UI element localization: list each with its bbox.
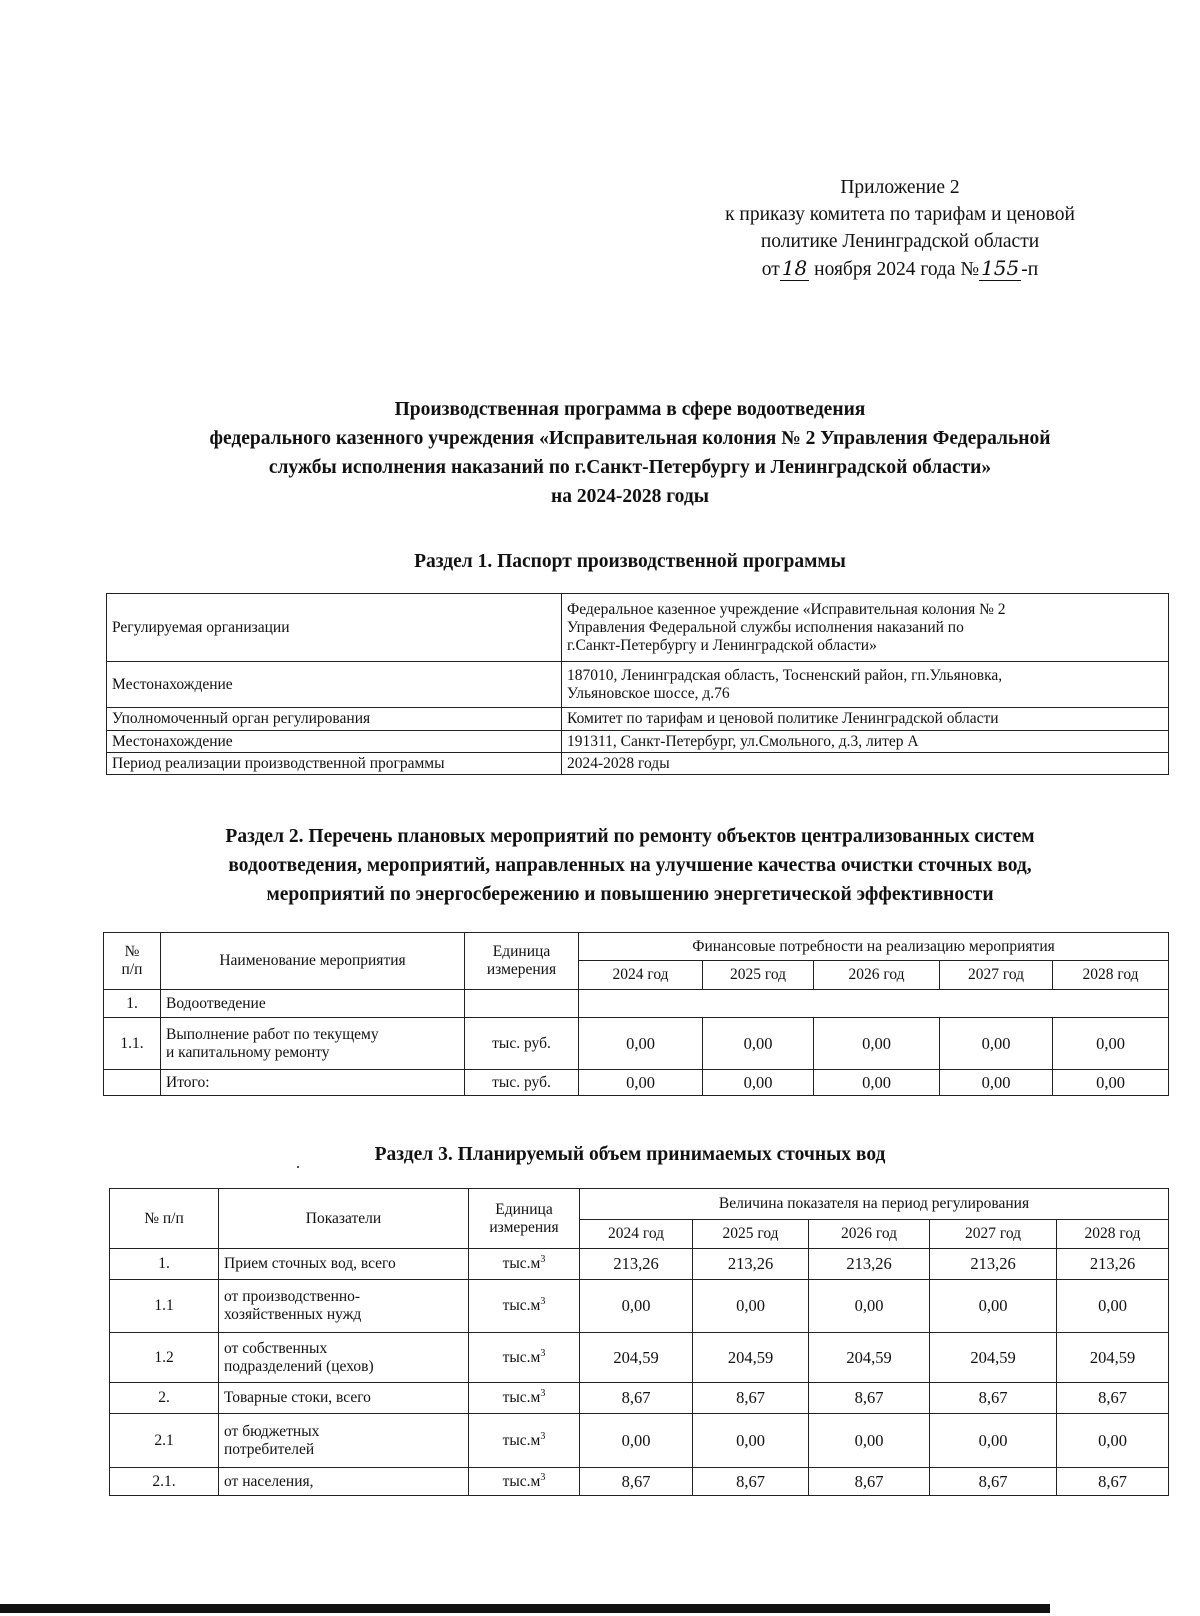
unit-exponent: 3 xyxy=(540,1387,546,1399)
value-cell: 213,26 xyxy=(693,1249,809,1280)
row-unit xyxy=(469,1414,580,1468)
number-suffix: -п xyxy=(1021,259,1039,280)
value-cell: 8,67 xyxy=(1057,1468,1169,1496)
row-unit: тыс. руб. xyxy=(465,1070,579,1096)
value-cell: 8,67 xyxy=(809,1468,930,1496)
passport-value xyxy=(562,662,1169,708)
passport-label: Регулируемая организации xyxy=(107,594,562,662)
indicator-line: от населения, xyxy=(224,1472,314,1490)
section3-heading: Раздел 3. Планируемый объем принимаемых сточных вод xyxy=(374,1144,886,1165)
value-cell: 204,59 xyxy=(1057,1333,1169,1383)
value-cell: 213,26 xyxy=(809,1249,930,1280)
row-num xyxy=(104,1070,161,1096)
section1-heading: Раздел 1. Паспорт производственной программы xyxy=(414,551,846,572)
indicator-line: потребителей xyxy=(224,1440,315,1458)
value-cell: 204,59 xyxy=(693,1333,809,1383)
appendix-line: политике Ленинградской области xyxy=(760,231,1040,252)
row-unit xyxy=(469,1383,580,1414)
table-row xyxy=(110,1468,1169,1496)
value-cell: 0,00 xyxy=(930,1280,1057,1333)
indicator-line: от производственно- xyxy=(224,1288,361,1305)
value-cell: 0,00 xyxy=(703,1070,814,1096)
value-cell: 0,00 xyxy=(809,1280,930,1333)
value-cell: 0,00 xyxy=(693,1280,809,1333)
value-cell: 0,00 xyxy=(1057,1280,1169,1333)
col-header-year: 2025 год xyxy=(693,1220,809,1249)
row-indicator xyxy=(219,1333,469,1383)
col-header-num: № п/п xyxy=(110,1189,219,1249)
row-name: Водоотведение xyxy=(161,990,465,1018)
passport-value: 2024-2028 годы xyxy=(562,753,1169,775)
unit-base: тыс.м xyxy=(502,1255,541,1272)
row-unit xyxy=(469,1249,580,1280)
heading-line: водоотведения, мероприятий, направленных на улучшение качества очистки сточных вод, xyxy=(228,855,1032,876)
name-line: Выполнение работ по текущему xyxy=(166,1025,379,1043)
value-cell: 0,00 xyxy=(930,1414,1057,1468)
unit-base: тыс.м xyxy=(502,1431,541,1449)
row-name xyxy=(161,1018,465,1070)
value-line: Федеральное казенное учреждение «Исправительная колония № 2 xyxy=(567,600,1006,618)
indicator-line: Товарные стоки, всего xyxy=(224,1389,371,1406)
table-row xyxy=(104,990,1169,1018)
header-line: п/п xyxy=(121,961,143,978)
title-line: службы исполнения наказаний по г.Санкт-Петербургу и Ленинградской области» xyxy=(268,457,992,478)
value-line: Ульяновское шоссе, д.76 xyxy=(567,684,730,702)
value-cell: 204,59 xyxy=(930,1333,1057,1383)
col-header-year: 2024 год xyxy=(579,961,703,990)
header-line: Единица xyxy=(492,943,551,960)
value-line: 187010, Ленинградская область, Тосненский район, гп.Ульяновка, xyxy=(567,666,1003,684)
col-header-year: 2024 год xyxy=(580,1220,693,1249)
value-cell: 0,00 xyxy=(580,1414,693,1468)
handwritten-day: 18 xyxy=(781,256,808,280)
table-row xyxy=(107,753,1169,775)
row-num: 2. xyxy=(110,1383,219,1414)
unit-exponent: 3 xyxy=(540,1295,546,1307)
passport-table xyxy=(106,593,1169,775)
header-line: № xyxy=(124,943,140,960)
row-unit xyxy=(469,1280,580,1333)
table-row-total xyxy=(104,1070,1169,1096)
header-line: измерения xyxy=(486,961,557,978)
unit-base: тыс.м xyxy=(502,1389,541,1406)
value-cell: 0,00 xyxy=(1057,1414,1169,1468)
value-cell: 0,00 xyxy=(1053,1018,1169,1070)
passport-label: Уполномоченный орган регулирования xyxy=(107,708,562,731)
table-row xyxy=(110,1333,1169,1383)
table-row xyxy=(104,1018,1169,1070)
value-cell: 204,59 xyxy=(580,1333,693,1383)
passport-value: Комитет по тарифам и ценовой политике Ленинградской области xyxy=(562,708,1169,731)
date-middle: ноября 2024 года № xyxy=(814,259,980,280)
col-header-year: 2027 год xyxy=(930,1220,1057,1249)
row-num: 2.1. xyxy=(110,1468,219,1496)
table-row xyxy=(107,662,1169,708)
row-num: 1. xyxy=(110,1249,219,1280)
appendix-header xyxy=(640,174,1160,283)
scan-bottom-edge xyxy=(0,1604,1050,1613)
passport-label: Местонахождение xyxy=(107,662,562,708)
row-name: Итого: xyxy=(161,1070,465,1096)
date-prefix: от xyxy=(761,259,780,280)
name-line: и капитальному ремонту xyxy=(166,1043,330,1061)
col-header-year: 2027 год xyxy=(940,961,1053,990)
unit-exponent: 3 xyxy=(540,1253,546,1265)
value-cell: 0,00 xyxy=(809,1414,930,1468)
table-body xyxy=(110,1249,1169,1496)
activities-table xyxy=(103,932,1169,1096)
heading-line: Раздел 2. Перечень плановых мероприятий по ремонту объектов централизованных систем xyxy=(225,826,1035,847)
value-cell: 0,00 xyxy=(940,1070,1053,1096)
handwritten-number: 155 xyxy=(981,256,1020,280)
row-unit xyxy=(465,990,579,1018)
heading-line: мероприятий по энергосбережению и повышению энергетической эффективности xyxy=(266,884,994,905)
indicator-line: от бюджетных xyxy=(224,1422,320,1440)
row-num: 1.1. xyxy=(104,1018,161,1070)
row-unit: тыс. руб. xyxy=(465,1018,579,1070)
value-cell: 0,00 xyxy=(579,1018,703,1070)
value-cell: 8,67 xyxy=(693,1468,809,1496)
value-cell: 0,00 xyxy=(703,1018,814,1070)
indicator-line: от собственных xyxy=(224,1339,328,1357)
value-cell: 0,00 xyxy=(814,1018,940,1070)
col-header-indicator: Показатели xyxy=(219,1189,469,1249)
value-cell: 0,00 xyxy=(814,1070,940,1096)
value-cell: 0,00 xyxy=(1053,1070,1169,1096)
col-header-unit xyxy=(465,933,579,990)
col-header-group: Финансовые потребности на реализацию мероприятия xyxy=(579,933,1169,961)
unit-exponent: 3 xyxy=(540,1430,546,1442)
row-indicator xyxy=(219,1414,469,1468)
value-line: Управления Федеральной службы исполнения наказаний по xyxy=(567,618,964,636)
row-indicator xyxy=(219,1280,469,1333)
row-indicator xyxy=(219,1468,469,1496)
col-header-year: 2028 год xyxy=(1053,961,1169,990)
document-title xyxy=(100,395,1160,511)
row-num: 1.2 xyxy=(110,1333,219,1383)
appendix-line: к приказу комитета по тарифам и ценовой xyxy=(725,204,1075,225)
value-cell: 8,67 xyxy=(930,1383,1057,1414)
indicator-line: Прием сточных вод, всего xyxy=(224,1255,396,1272)
col-header-year: 2028 год xyxy=(1057,1220,1169,1249)
value-cell: 8,67 xyxy=(693,1383,809,1414)
row-values-empty xyxy=(579,990,1169,1018)
row-num: 2.1 xyxy=(110,1414,219,1468)
value-cell: 204,59 xyxy=(809,1333,930,1383)
table-row xyxy=(110,1414,1169,1468)
table-header-row xyxy=(104,933,1169,961)
col-header-name: Наименование мероприятия xyxy=(161,933,465,990)
table-header-row xyxy=(110,1189,1169,1220)
col-header-year: 2026 год xyxy=(809,1220,930,1249)
indicator-line: подразделений (цехов) xyxy=(224,1357,374,1375)
row-unit xyxy=(469,1333,580,1383)
title-line: федерального казенного учреждения «Исправительная колония № 2 Управления Федеральной xyxy=(209,428,1051,449)
unit-exponent: 3 xyxy=(540,1347,546,1359)
value-cell: 0,00 xyxy=(580,1280,693,1333)
passport-label: Местонахождение xyxy=(107,731,562,753)
value-cell: 0,00 xyxy=(579,1070,703,1096)
table-row xyxy=(110,1249,1169,1280)
unit-base: тыс.м xyxy=(502,1348,541,1366)
table-row xyxy=(107,594,1169,662)
value-cell: 8,67 xyxy=(1057,1383,1169,1414)
value-cell: 8,67 xyxy=(580,1468,693,1496)
section2-heading xyxy=(100,822,1160,909)
header-line: Единица xyxy=(495,1200,553,1218)
title-line: на 2024-2028 годы xyxy=(551,486,709,507)
row-num: 1.1 xyxy=(110,1280,219,1333)
header-line: измерения xyxy=(489,1218,559,1236)
table-row xyxy=(110,1280,1169,1333)
value-cell: 0,00 xyxy=(693,1414,809,1468)
unit-exponent: 3 xyxy=(540,1471,546,1483)
col-header-year: 2025 год xyxy=(703,961,814,990)
passport-label: Период реализации производственной программы xyxy=(107,753,562,775)
table-row xyxy=(107,708,1169,731)
value-cell: 213,26 xyxy=(930,1249,1057,1280)
indicator-line: хозяйственных нужд xyxy=(224,1306,362,1323)
title-line: Производственная программа в сфере водоотведения xyxy=(394,399,866,420)
col-header-unit xyxy=(469,1189,580,1249)
value-cell: 0,00 xyxy=(940,1018,1053,1070)
unit-base: тыс.м xyxy=(502,1297,541,1314)
col-header-num xyxy=(104,933,161,990)
value-cell: 8,67 xyxy=(930,1468,1057,1496)
table-row xyxy=(107,731,1169,753)
row-indicator xyxy=(219,1383,469,1414)
appendix-title: Приложение 2 xyxy=(840,177,960,198)
value-line: г.Санкт-Петербургу и Ленинградской области» xyxy=(567,636,877,654)
appendix-date-line xyxy=(640,255,1160,283)
table-row xyxy=(110,1383,1169,1414)
unit-base: тыс.м xyxy=(502,1472,541,1490)
passport-value: 191311, Санкт-Петербург, ул.Смольного, д.3, литер А xyxy=(562,731,1169,753)
col-header-year: 2026 год xyxy=(814,961,940,990)
passport-value xyxy=(562,594,1169,662)
col-header-group: Величина показателя на период регулирования xyxy=(580,1189,1169,1220)
scan-speck xyxy=(297,1166,299,1168)
row-unit xyxy=(469,1468,580,1496)
row-indicator xyxy=(219,1249,469,1280)
value-cell: 213,26 xyxy=(1057,1249,1169,1280)
value-cell: 8,67 xyxy=(809,1383,930,1414)
value-cell: 8,67 xyxy=(580,1383,693,1414)
value-cell: 213,26 xyxy=(580,1249,693,1280)
wastewater-volume-table xyxy=(109,1188,1169,1496)
row-num: 1. xyxy=(104,990,161,1018)
